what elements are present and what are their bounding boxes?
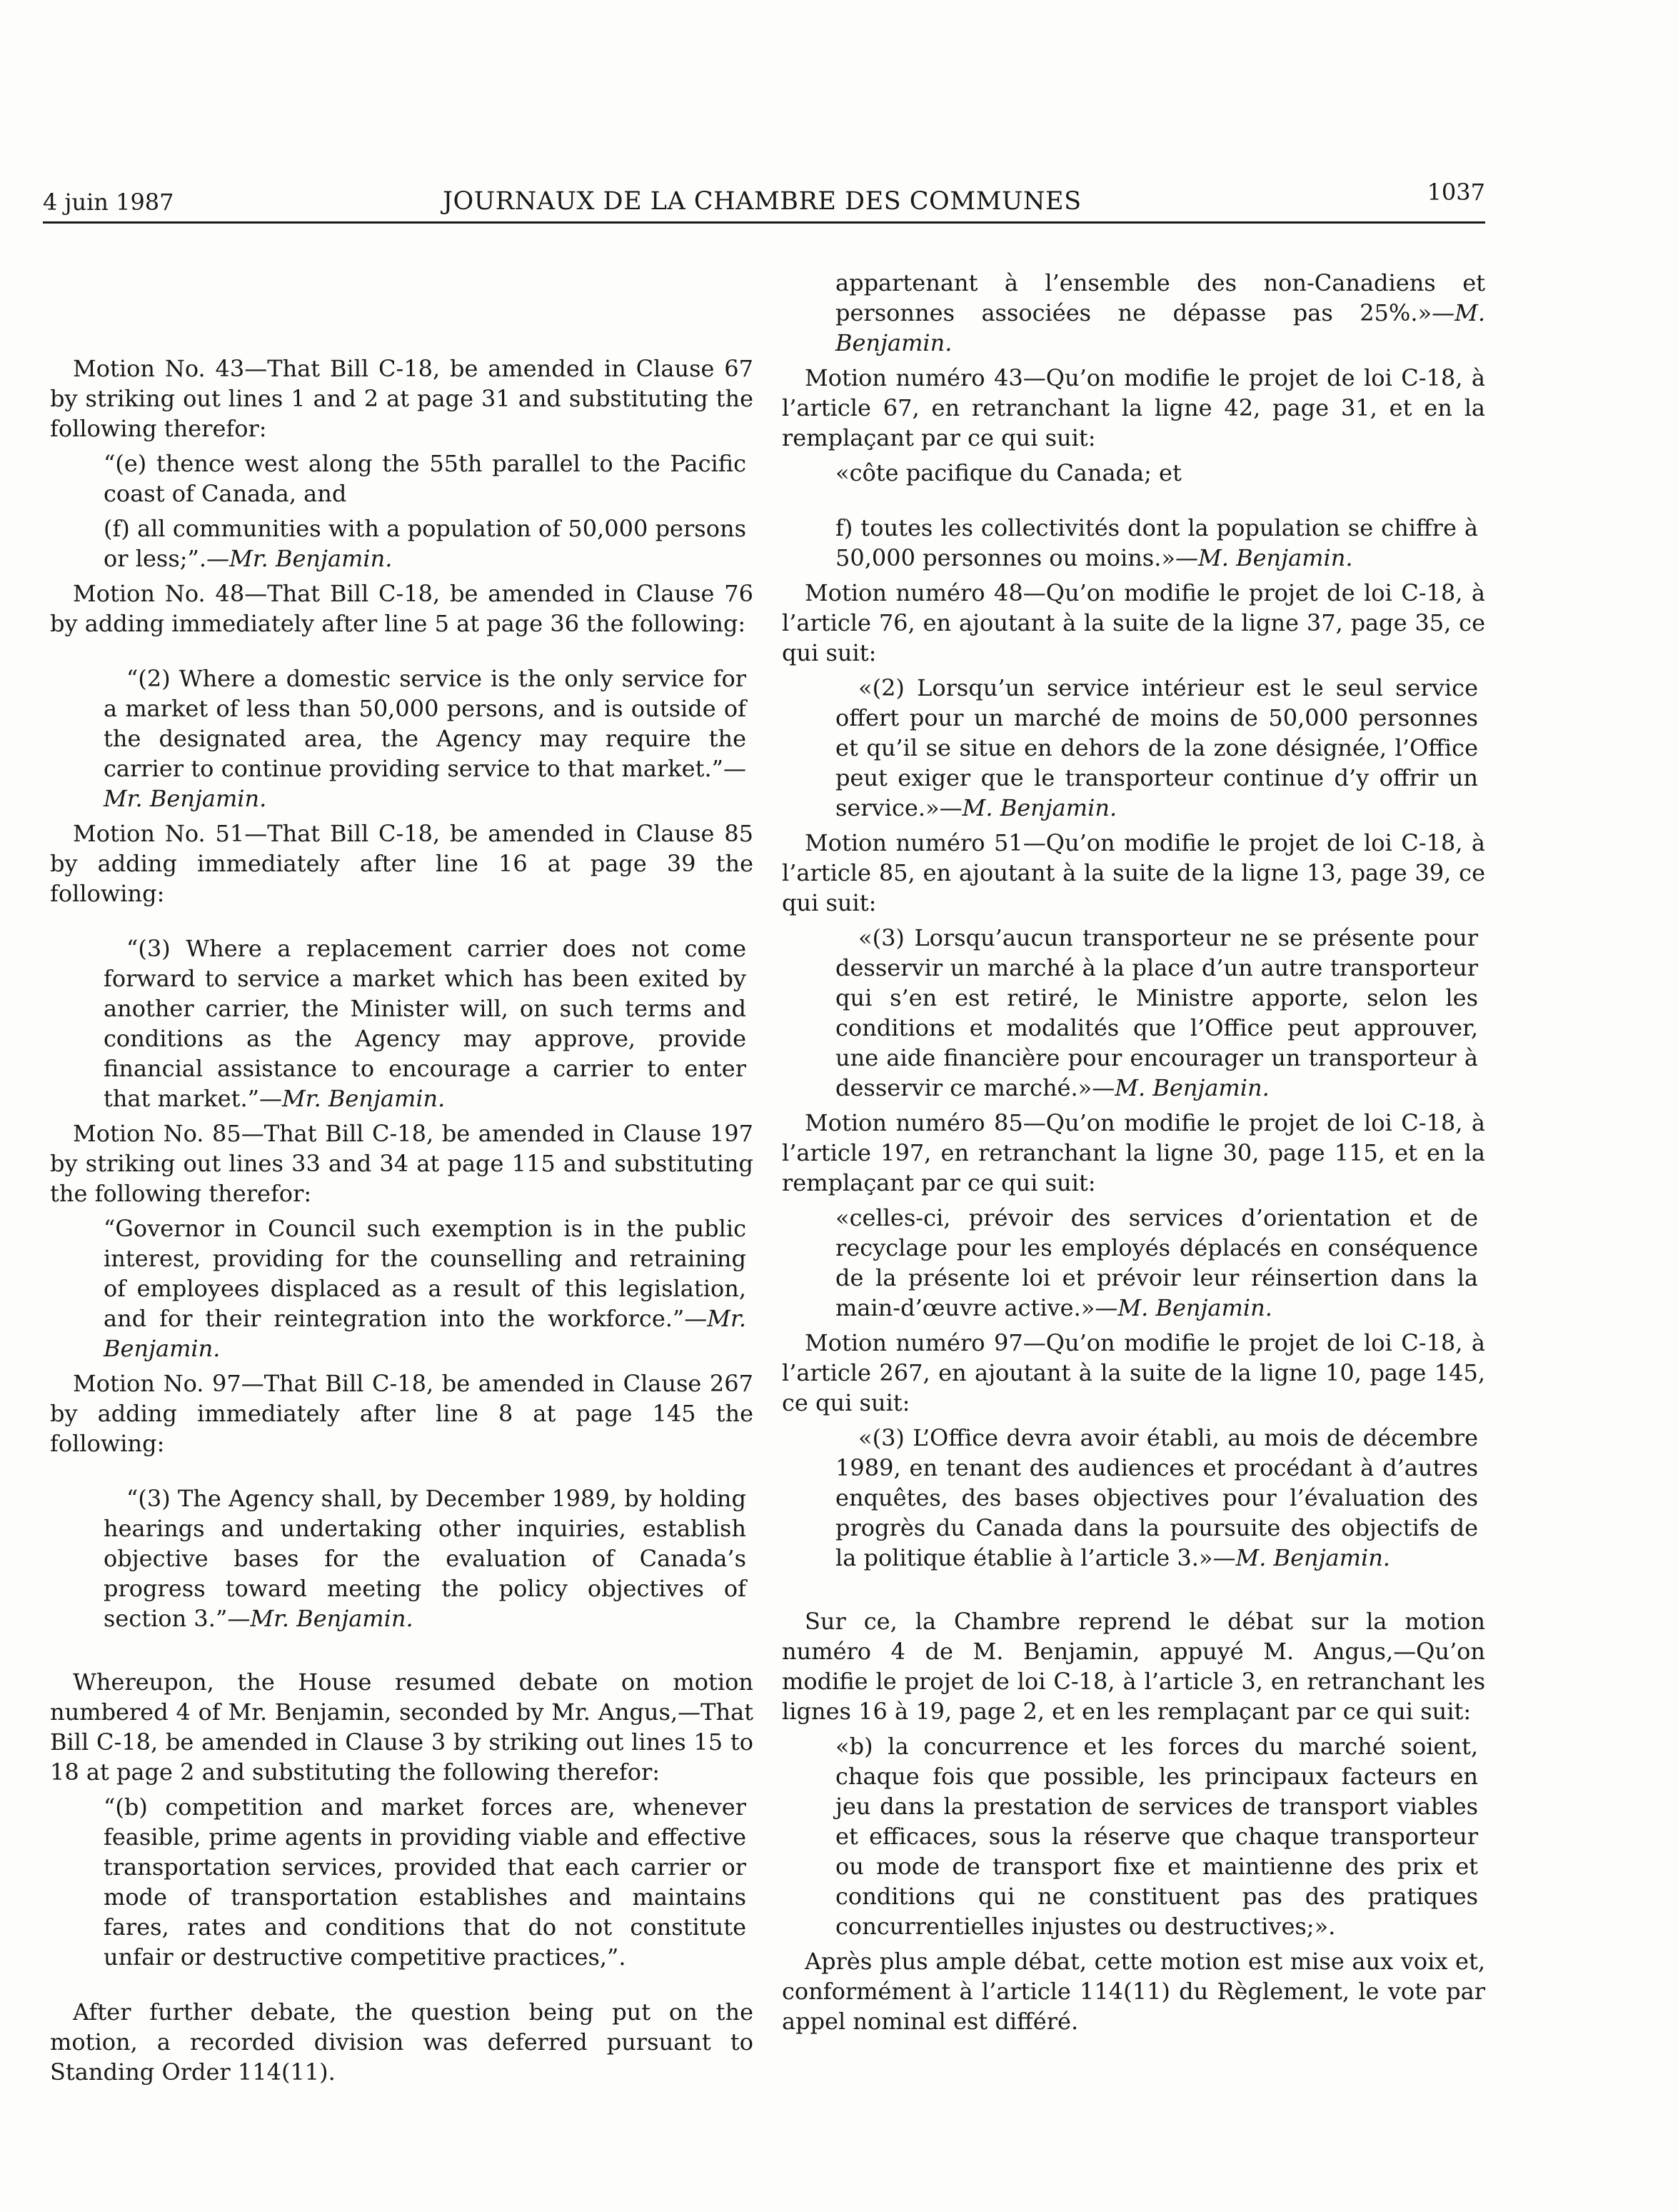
motion-43-fr-author: —M. Benjamin.	[1175, 544, 1353, 571]
motion-97-author: —Mr. Benjamin.	[227, 1605, 413, 1632]
motion-51-quote: “(3) Where a replacement carrier does not come forward to service a market which has been exited by another carrier, the Minister will, on such terms and conditions as the Agency may approve, provide financial assistance to encourage a carrier to enter that market.”—Mr. Benjamin.	[104, 935, 746, 1112]
motion-97-intro: Motion No. 97—That Bill C-18, be amended in Clause 267 by adding immediately after line 8 at page 145 the following:	[50, 1370, 753, 1457]
motion-48-author: —Mr. Benjamin.	[104, 755, 746, 812]
motion-43-fr-quote-f: f) toutes les collectivités dont la population se chiffre à 50,000 personnes ou moins.»—M. Benjamin.	[835, 514, 1478, 571]
motion-85-fr-quote: «celles-ci, prévoir des services d’orientation et de recyclage pour les employés déplacés en conséquence de la présente loi et prévoir leur réinsertion dans la main-d’œuvre active.»—M. Benjamin.	[835, 1204, 1478, 1321]
motion-51-fr-intro: Motion numéro 51—Qu’on modifie le projet de loi C-18, à l’article 85, en ajoutant à la suite de la ligne 13, page 39, ce qui suit:	[782, 829, 1485, 916]
motion-48-fr-intro: Motion numéro 48—Qu’on modifie le projet de loi C-18, à l’article 76, en ajoutant à la suite de la ligne 37, page 35, ce qui suit:	[782, 579, 1485, 666]
whereupon-paragraph: Whereupon, the House resumed debate on motion numbered 4 of Mr. Benjamin, seconded by Mr. Angus,—That Bill C-18, be amended in Clause 3 by striking out lines 15 to 18 at page 2 and substituting the following therefor:	[50, 1668, 753, 1786]
page-header	[43, 164, 1485, 224]
motion-51-fr-author: —M. Benjamin.	[1092, 1074, 1270, 1101]
motion-85-intro: Motion No. 85—That Bill C-18, be amended in Clause 197 by striking out lines 33 and 34 at page 115 and substituting the following therefor:	[50, 1120, 753, 1207]
motion-43-author: —Mr. Benjamin.	[206, 545, 393, 572]
motion-51-author: —Mr. Benjamin.	[259, 1085, 446, 1112]
motion-97-quote: “(3) The Agency shall, by December 1989, by holding hearings and undertaking other inquiries, establish objective bases for the evaluation of Canada’s progress toward meeting the policy objectives of section 3.”—Mr. Benjamin.	[104, 1485, 746, 1632]
motion-48-fr-quote: «(2) Lorsqu’un service intérieur est le seul service offert pour un marché de moins de 50,000 personnes et qu’il se situe en dehors de la zone désignée, l’Office peut exiger que le transporteur continue d’y offrir un service.»—M. Benjamin.	[835, 674, 1478, 821]
header-journal-title: JOURNAUX DE LA CHAMBRE DES COMMUNES	[443, 187, 1082, 216]
motion-43-quote-f: (f) all communities with a population of 50,000 persons or less;”.—Mr. Benjamin.	[104, 515, 746, 572]
motion-97-fr-author: —M. Benjamin.	[1212, 1544, 1390, 1571]
motion-51-fr-quote: «(3) Lorsqu’aucun transporteur ne se présente pour desservir un marché à la place d’un autre transporteur qui s’en est retiré, le Ministre apporte, selon les conditions et modalités que l’Office peut approuver, une aide financière pour encourager un transporteur à desservir ce marché.»—M. Benjamin.	[835, 924, 1478, 1101]
english-column	[50, 354, 753, 2092]
sur-ce-paragraph: Sur ce, la Chambre reprend le débat sur la motion numéro 4 de M. Benjamin, appuyé M. Angus,—Qu’on modifie le projet de loi C-18, à l’article 3, en retranchant les lignes 16 à 19, page 2, et en les remplaçant par ce qui suit:	[782, 1608, 1485, 1725]
continued-motion-author: —M. Benjamin.	[835, 299, 1485, 356]
motion-43-intro: Motion No. 43—That Bill C-18, be amended in Clause 67 by striking out lines 1 and 2 at page 31 and substituting the following therefor:	[50, 355, 753, 442]
whereupon-quote: “(b) competition and market forces are, whenever feasible, prime agents in providing viable and effective transportation services, provided that each carrier or mode of transportation establishes and maintains fares, rates and conditions that do not constitute unfair or destructive competitive practices,”.	[104, 1793, 746, 1971]
motion-48-quote: “(2) Where a domestic service is the only service for a market of less than 50,000 persons, and is outside of the designated area, the Agency may require the carrier to continue providing service to that market.”—Mr. Benjamin.	[104, 665, 746, 812]
motion-85-fr-intro: Motion numéro 85—Qu’on modifie le projet de loi C-18, à l’article 197, en retranchant la ligne 30, page 115, et en la remplaçant par ce qui suit:	[782, 1109, 1485, 1196]
motion-85-quote: “Governor in Council such exemption is in the public interest, providing for the counselling and retraining of employees displaced as a result of this legislation, and for their reintegration into the workforce.”—Mr. Benjamin.	[104, 1215, 746, 1362]
motion-43-fr-intro: Motion numéro 43—Qu’on modifie le projet de loi C-18, à l’article 67, en retranchant la ligne 42, page 31, et en la remplaçant par ce qui suit:	[782, 364, 1485, 451]
motion-85-fr-author: —M. Benjamin.	[1095, 1294, 1272, 1321]
apres-debat-paragraph: Après plus ample débat, cette motion est mise aux voix et, conformément à l’article 114(11) du Règlement, le vote par appel nominal est différé.	[782, 1948, 1485, 2035]
header-page-number: 1037	[1427, 179, 1485, 206]
motion-43-fr-quote-1: «côte pacifique du Canada; et	[835, 459, 1182, 486]
after-debate-paragraph: After further debate, the question being put on the motion, a recorded division was deferred pursuant to Standing Order 114(11).	[50, 1998, 753, 2086]
sur-ce-quote: «b) la concurrence et les forces du marché soient, chaque fois que possible, les principaux facteurs en jeu dans la prestation de services de transport viables et efficaces, sous la réserve que chaque transporteur ou mode de transport fixe et maintienne des prix et conditions qui ne constituent pas des pratiques concurrentielles injustes ou destructives;».	[835, 1733, 1478, 1940]
header-date: 4 juin 1987	[43, 189, 174, 216]
continued-motion-text: appartenant à l’ensemble des non-Canadiens et personnes associées ne dépasse pas 25%.»—M. Benjamin.	[835, 269, 1485, 356]
motion-97-fr-quote: «(3) L’Office devra avoir établi, au mois de décembre 1989, en tenant des audiences et procédant à d’autres enquêtes, des bases objectives pour l’évaluation des progrès du Canada dans la poursuite des objectifs de la politique établie à l’article 3.»—M. Benjamin.	[835, 1424, 1478, 1571]
motion-85-author: —Mr. Benjamin.	[104, 1305, 746, 1362]
motion-48-fr-author: —M. Benjamin.	[939, 794, 1117, 821]
motion-97-fr-intro: Motion numéro 97—Qu’on modifie le projet de loi C-18, à l’article 267, en ajoutant à la suite de la ligne 10, page 145, ce qui suit:	[782, 1329, 1485, 1416]
motion-51-intro: Motion No. 51—That Bill C-18, be amended in Clause 85 by adding immediately after line 16 at page 39 the following:	[50, 820, 753, 907]
motion-48-intro: Motion No. 48—That Bill C-18, be amended in Clause 76 by adding immediately after line 5 at page 36 the following:	[50, 580, 753, 637]
french-column	[782, 268, 1485, 2041]
motion-43-quote-e: “(e) thence west along the 55th parallel to the Pacific coast of Canada, and	[104, 450, 746, 507]
